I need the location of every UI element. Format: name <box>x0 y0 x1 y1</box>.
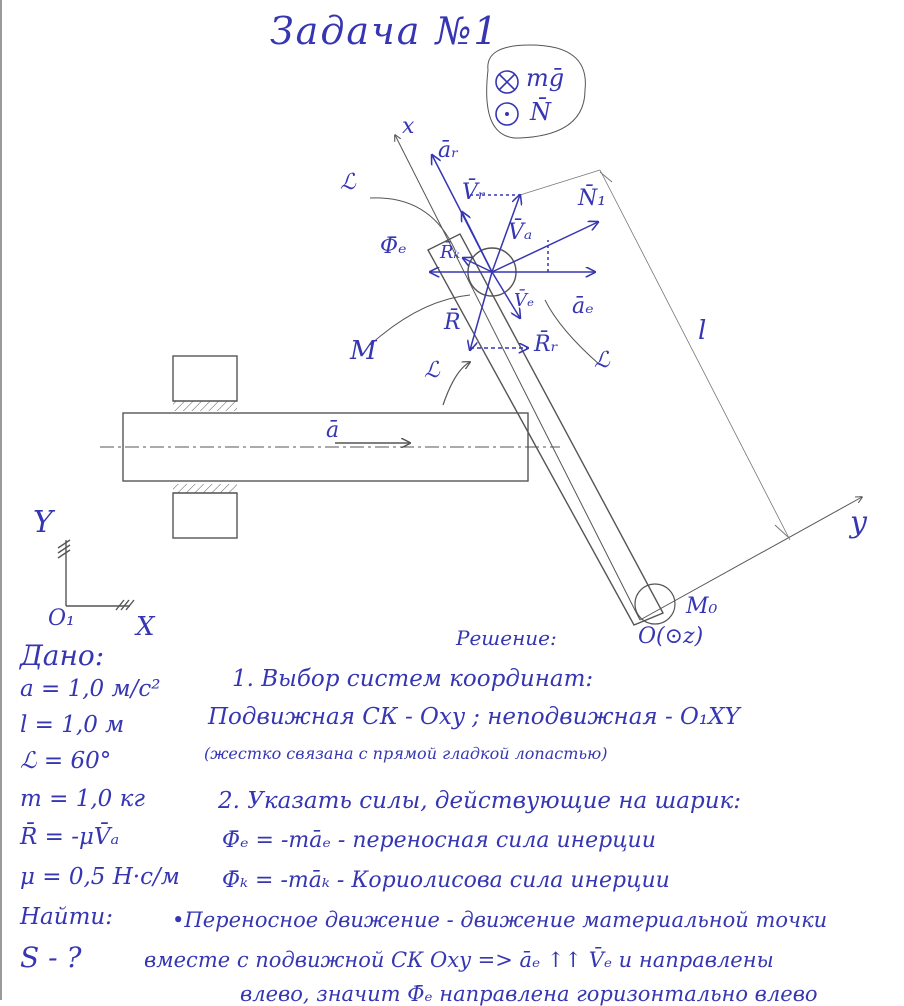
given-item: a = 1,0 м/с² <box>20 676 161 702</box>
label-length: l <box>698 316 707 346</box>
label-origin-O1: O₁ <box>48 606 75 631</box>
label-Phi-e: Φ̄ₑ <box>380 234 407 259</box>
label-origin-O: O(⊙z) <box>638 624 704 649</box>
given-find-item: S - ? <box>20 941 82 974</box>
label-alpha-mid: ℒ <box>424 358 440 383</box>
label-big-X: X <box>136 612 155 642</box>
solution-force-e: Φ̄ₑ = -māₑ - переносная сила инерции <box>222 828 656 853</box>
solution-force-k: Φ̄ₖ = -māₖ - Кориолисова сила инерции <box>222 868 670 893</box>
label-y-axis: y <box>850 505 867 540</box>
label-Rr: R̄ᵣ <box>534 332 559 357</box>
label-alpha-right: ℒ <box>594 348 610 373</box>
label-Ve: V̄ₑ <box>514 290 534 311</box>
solution-paragraph-line: вместе с подвижной СК Oxy => āₑ ↑↑ V̄ₑ и направлены <box>144 948 774 972</box>
bottom-support <box>173 493 237 538</box>
label-x-axis: x <box>402 114 415 139</box>
horizontal-beam <box>100 356 560 538</box>
solution-coordinate-systems: Подвижная СК - Oxy ; неподвижная - O₁XY <box>208 704 740 730</box>
given-item: ℒ = 60° <box>20 748 112 774</box>
label-alpha-top: ℒ <box>340 170 356 195</box>
given-item: l = 1,0 м <box>20 712 125 738</box>
label-R: R̄ <box>444 310 461 335</box>
label-mu: M <box>350 336 377 366</box>
legend-dot-label: N̄ <box>530 98 551 126</box>
label-accel-a: ā <box>326 418 340 443</box>
given-item: μ = 0,5 Н·с/м <box>20 864 180 890</box>
page-title: Задача №1 <box>270 9 500 53</box>
given-item: R̄ = -μV̄ₐ <box>20 824 120 850</box>
given-item: m = 1,0 кг <box>20 786 145 812</box>
fixed-frame <box>58 540 134 610</box>
inclined-blade <box>395 135 862 625</box>
label-Vr: V̄ᵣ <box>462 180 486 205</box>
solution-note: (жестко связана с прямой гладкой лопастью) <box>204 744 608 763</box>
label-ae: āₑ <box>572 294 594 319</box>
solution-paragraph-line: •Переносное движение - движение материальной точки <box>172 908 828 932</box>
given-header: Дано: <box>20 639 105 672</box>
legend-cross-label: mḡ <box>526 64 565 92</box>
label-ar: āᵣ <box>438 138 459 163</box>
label-N1: N̄₁ <box>578 186 607 211</box>
top-support <box>173 356 237 401</box>
solution-step-1: 1. Выбор систем координат: <box>232 666 594 692</box>
label-Rk: R̄ₖ <box>440 242 461 263</box>
solution-step-2: 2. Указать силы, действующие на шарик: <box>218 788 742 814</box>
given-find-header: Найти: <box>20 904 113 930</box>
label-Va: V̄ₐ <box>508 220 533 245</box>
solution-paragraph-line: влево, значит Φ̄ₑ направлена горизонтально влево <box>240 982 818 1006</box>
label-moment: M₀ <box>686 594 718 619</box>
solution-header: Решение: <box>456 626 557 650</box>
label-big-Y: Y <box>33 505 53 540</box>
